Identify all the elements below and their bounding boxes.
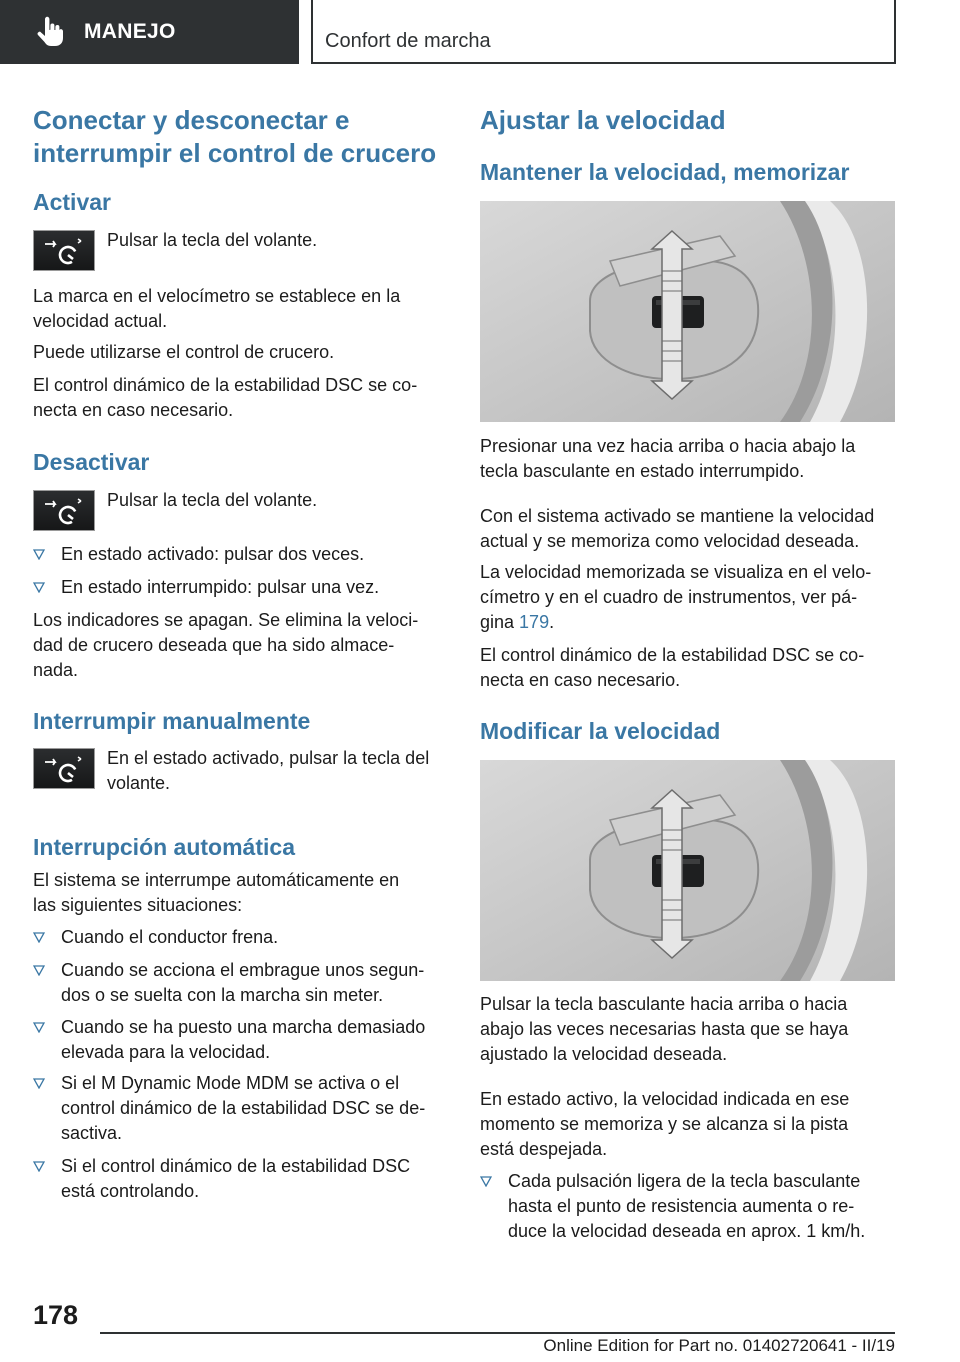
page-number: 178	[33, 1300, 79, 1330]
mantener-paragraph-4: El control dinámico de la estabilidad DSC se co‐ necta en caso necesario.	[480, 645, 865, 690]
main-heading-left: Conectar y desconectar e interrumpir el control de crucero	[33, 105, 437, 168]
activar-paragraph-2: Puede utilizarse el control de crucero.	[33, 342, 335, 362]
heading-interrumpir-manual: Interrumpir manualmente	[33, 708, 311, 734]
modificar-paragraph-1: Pulsar la tecla basculante hacia arriba o hacia abajo las veces necesarias hasta que se haya ajustado la velocidad deseada.	[480, 994, 849, 1064]
steering-wheel-rocker-photo	[480, 760, 895, 981]
cruise-control-button-icon	[33, 230, 95, 271]
heading-activar: Activar	[33, 189, 111, 215]
list-item: Cuando se ha puesto una marcha demasiado elevada para la velocidad.	[33, 1015, 447, 1065]
section-title: MANEJO	[84, 20, 176, 43]
page-reference-link[interactable]: 179	[519, 612, 550, 632]
list-item: Si el M Dynamic Mode MDM se activa o el control dinámico de la estabilidad DSC se de‐ sactiva.	[33, 1071, 447, 1146]
triangle-bullet-icon	[33, 1077, 45, 1089]
triangle-bullet-icon	[33, 1160, 45, 1172]
manual-icon-text: En el estado activado, pulsar la tecla del volante.	[107, 748, 430, 793]
list-item: Cuando se acciona el embrague unos segun‐ dos o se suelta con la marcha sin meter.	[33, 958, 447, 1008]
list-item: Si el control dinámico de la estabilidad DSC está controlando.	[33, 1154, 447, 1204]
mantener-paragraph-3: La velocidad memorizada se visualiza en el velo‐ címetro y en el cuadro de instrumentos, ver pá‐ gina 179.	[480, 562, 872, 632]
cruise-control-button-icon	[33, 490, 95, 531]
auto-paragraph: El sistema se interrumpe automáticamente en las siguientes situaciones:	[33, 870, 400, 915]
triangle-bullet-icon	[33, 548, 45, 560]
triangle-bullet-icon	[33, 1021, 45, 1033]
modificar-paragraph-2: En estado activo, la velocidad indicada en ese momento se memoriza y se alcanza si la pista está despejada.	[480, 1089, 850, 1159]
triangle-bullet-icon	[33, 581, 45, 593]
chapter-title: Confort de marcha	[325, 30, 491, 52]
desactivar-paragraph: Los indicadores se apagan. Se elimina la veloci‐ dad de crucero deseada que ha sido almace‐ nada.	[33, 610, 419, 680]
triangle-bullet-icon	[33, 931, 45, 943]
activar-paragraph-1: La marca en el velocímetro se establece en la velocidad actual.	[33, 286, 401, 331]
mantener-paragraph-1: Presionar una vez hacia arriba o hacia abajo la tecla basculante en estado interrumpido.	[480, 436, 856, 481]
steering-wheel-rocker-photo	[480, 201, 895, 422]
list-item: En estado activado: pulsar dos veces.	[33, 542, 447, 567]
list-item: Cada pulsación ligera de la tecla basculante hasta el punto de resistencia aumenta o re‐ duce la velocidad deseada en aprox. 1 km/h.	[480, 1169, 896, 1244]
activar-paragraph-3: El control dinámico de la estabilidad DSC se co‐ necta en caso necesario.	[33, 375, 418, 420]
hand-pointer-icon	[30, 12, 70, 52]
triangle-bullet-icon	[33, 964, 45, 976]
header-section-tab	[0, 0, 299, 64]
heading-interrupcion-automatica: Interrupción automática	[33, 834, 295, 860]
desactivar-icon-text: Pulsar la tecla del volante.	[107, 490, 318, 510]
heading-mantener: Mantener la velocidad, memorizar	[480, 159, 850, 185]
list-item: Cuando el conductor frena.	[33, 925, 447, 950]
triangle-bullet-icon	[480, 1175, 492, 1187]
header-chapter-box	[311, 0, 896, 64]
heading-modificar: Modificar la velocidad	[480, 718, 721, 744]
list-item: En estado interrumpido: pulsar una vez.	[33, 575, 447, 600]
cruise-control-button-icon	[33, 748, 95, 789]
header-divider	[311, 0, 313, 64]
main-heading-right: Ajustar la velocidad	[480, 105, 726, 135]
mantener-paragraph-2: Con el sistema activado se mantiene la velocidad actual y se memoriza como velocidad deseada.	[480, 506, 875, 551]
edition-text: Online Edition for Part no. 01402720641 - II/19	[543, 1336, 895, 1355]
activar-icon-text: Pulsar la tecla del volante.	[107, 230, 318, 250]
footer-rule	[100, 1332, 895, 1334]
heading-desactivar: Desactivar	[33, 449, 150, 475]
